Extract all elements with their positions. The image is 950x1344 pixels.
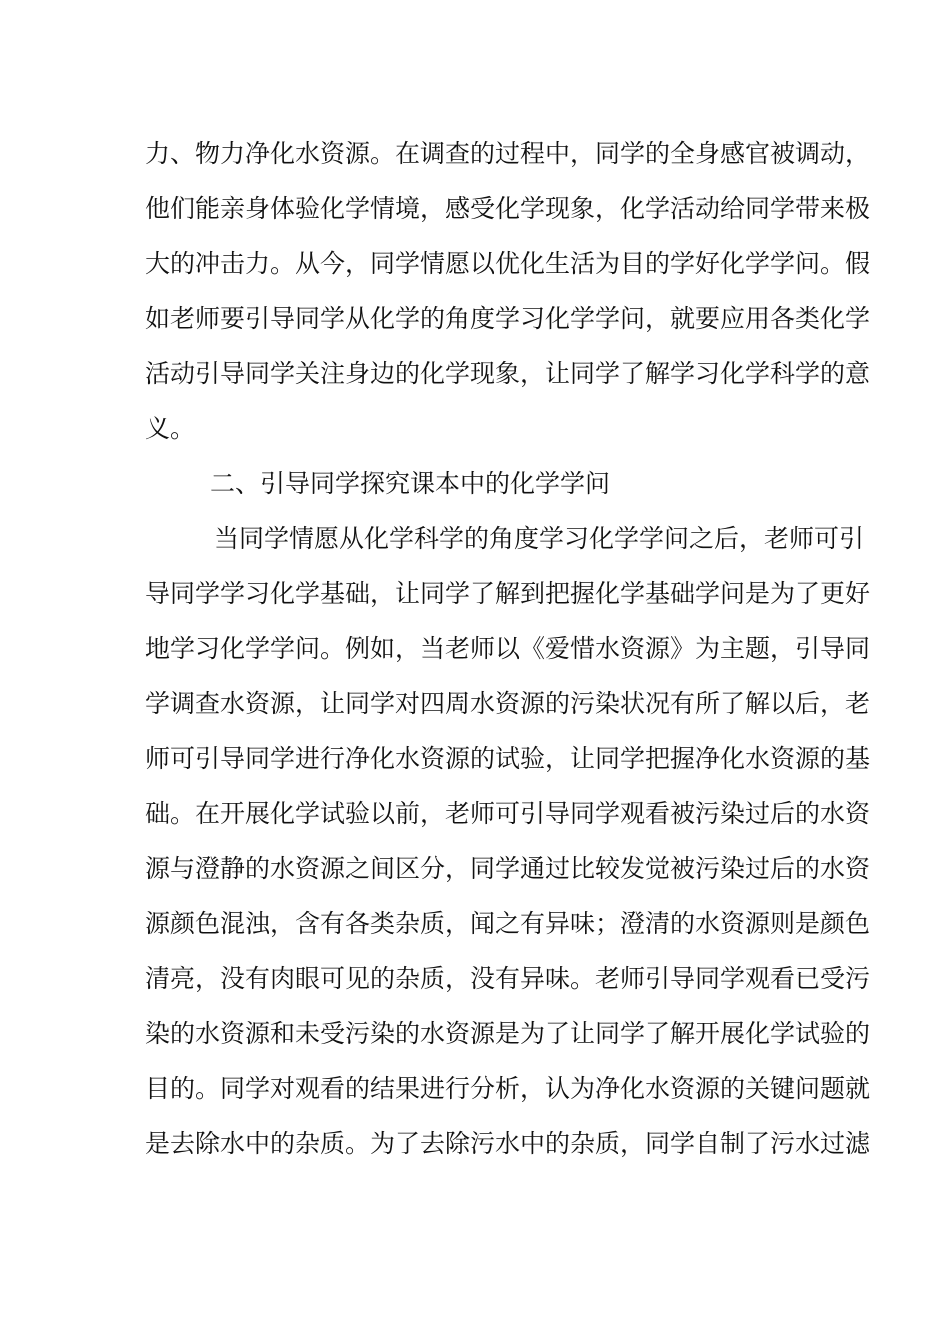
paragraph-2-line: 清亮，没有肉眼可见的杂质，没有异味。老师引导同学观看已受污 [145, 964, 871, 993]
paragraph-1-line: 义。 [145, 414, 196, 443]
paragraph-2-line: 学调查水资源，让同学对四周水资源的污染状况有所了解以后，老 [145, 689, 871, 718]
paragraph-2-line: 染的水资源和未受污染的水资源是为了让同学了解开展化学试验的 [145, 1019, 871, 1048]
paragraph-2-line: 导同学学习化学基础，让同学了解到把握化学基础学问是为了更好 [145, 579, 871, 608]
paragraph-2-line: 当同学情愿从化学科学的角度学习化学学问之后，老师可引 [214, 524, 865, 553]
paragraph-2-line: 源与澄静的水资源之间区分，同学通过比较发觉被污染过后的水资 [145, 854, 871, 883]
paragraph-1-line: 如老师要引导同学从化学的角度学习化学学问，就要应用各类化学 [145, 304, 871, 333]
paragraph-2-line: 是去除水中的杂质。为了去除污水中的杂质，同学自制了污水过滤 [145, 1129, 871, 1158]
paragraph-2-line: 地学习化学学问。例如，当老师以《爱惜水资源》为主题，引导同 [145, 634, 871, 663]
paragraph-2-line: 师可引导同学进行净化水资源的试验，让同学把握净化水资源的基 [145, 744, 871, 773]
paragraph-2-line: 源颜色混浊，含有各类杂质，闻之有异味；澄清的水资源则是颜色 [145, 909, 871, 938]
paragraph-2-line: 目的。同学对观看的结果进行分析，认为净化水资源的关键问题就 [145, 1074, 871, 1103]
paragraph-1-line: 他们能亲身体验化学情境，感受化学现象，化学活动给同学带来极 [145, 194, 871, 223]
paragraph-2-line: 础。在开展化学试验以前，老师可引导同学观看被污染过后的水资 [145, 799, 871, 828]
paragraph-1-line: 大的冲击力。从今，同学情愿以优化生活为目的学好化学学问。假 [145, 249, 871, 278]
section-heading: 二、引导同学探究课本中的化学学问 [210, 469, 611, 498]
paragraph-1-line: 活动引导同学关注身边的化学现象，让同学了解学习化学科学的意 [145, 359, 871, 388]
paragraph-1-line: 力、物力净化水资源。在调查的过程中，同学的全身感官被调动， [145, 139, 871, 168]
